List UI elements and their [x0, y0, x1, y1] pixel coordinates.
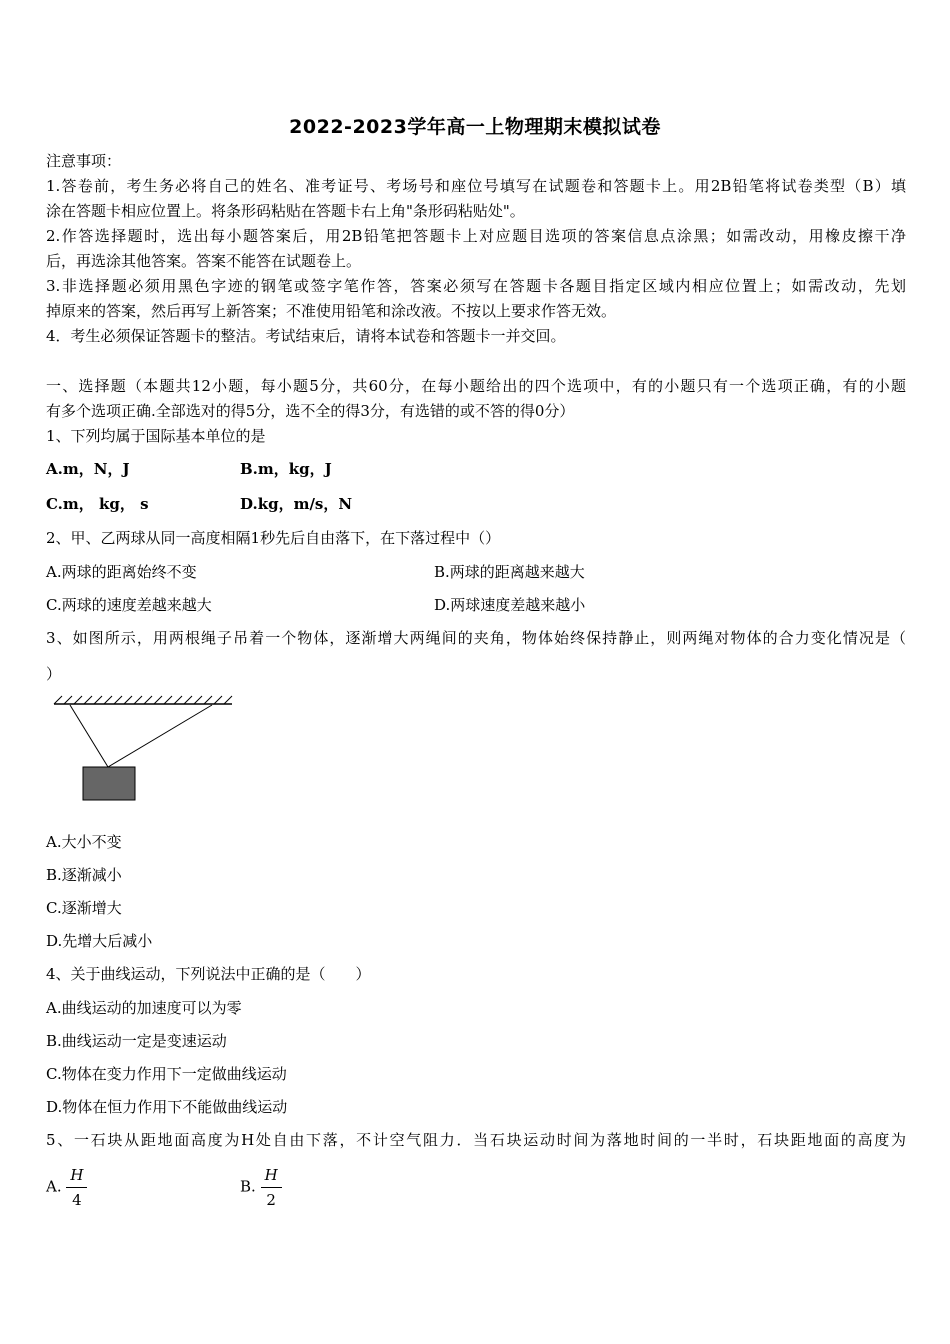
- right-rope: [108, 705, 212, 767]
- option-d: D.两球速度差越来越小: [434, 596, 586, 614]
- option-b: [240, 1164, 282, 1211]
- hanging-block-diagram: [46, 694, 236, 804]
- page-title: 2022-2023学年高一上物理期末模拟试卷: [289, 116, 661, 138]
- option-b: B.两球的距离越来越大: [434, 563, 585, 581]
- option-c: C.两球的速度差越来越大: [46, 596, 212, 614]
- option-b: B.曲线运动一定是变速运动: [46, 1032, 227, 1050]
- option-a: A.m，N，J: [46, 460, 130, 478]
- question-stem: 2、甲、乙两球从同一高度相隔1秒先后自由落下，在下落过程中（）: [46, 529, 501, 547]
- notice-item: 后，再选涂其他答案。答案不能答在试题卷上。: [46, 252, 362, 270]
- section-heading-cont: 有多个选项正确.全部选对的得5分，选不全的得3分，有选错的或不答的得0分）: [46, 402, 575, 420]
- notice-item: 2.作答选择题时，选出每小题答案后，用2B铅笔把答题卡上对应题目选项的答案信息点涂黑；如需改动，用橡皮擦干净: [46, 227, 906, 245]
- fraction-denominator: 4: [72, 1191, 82, 1209]
- fraction-numerator: H: [261, 1164, 282, 1188]
- option-a-label: A.: [46, 1177, 62, 1196]
- left-rope: [70, 705, 108, 767]
- fraction-numerator: H: [66, 1164, 87, 1188]
- option-b: B.m，kg，J: [240, 460, 332, 478]
- option-c: C.逐渐增大: [46, 899, 122, 917]
- notice-heading: 注意事项：: [46, 152, 122, 170]
- option-b: B.逐渐减小: [46, 866, 122, 884]
- question-stem: 1、下列均属于国际基本单位的是: [46, 427, 266, 445]
- option-d: D.kg，m/s，N: [240, 495, 353, 513]
- ceiling-hatching: [54, 696, 232, 704]
- question-stem-cont: ）: [46, 665, 62, 683]
- question-stem: 5、一石块从距地面高度为H处自由下落，不计空气阻力．当石块运动时间为落地时间的一半时，石块距地面的高度为: [46, 1131, 906, 1149]
- option-d: D.先增大后减小: [46, 932, 153, 950]
- notice-item: 涂在答题卡相应位置上。将条形码粘贴在答题卡右上角"条形码粘贴处"。: [46, 202, 525, 220]
- fraction-h-over-2: [261, 1164, 282, 1211]
- option-a: A.两球的距离始终不变: [46, 563, 197, 581]
- hanging-block: [83, 767, 135, 800]
- option-a: A.曲线运动的加速度可以为零: [46, 999, 242, 1017]
- notice-item: 1.答卷前，考生务必将自己的姓名、准考证号、考场号和座位号填写在试题卷和答题卡上。用2B铅笔将试卷类型（B）填: [46, 177, 906, 195]
- option-a: [46, 1164, 87, 1211]
- fraction-denominator: 2: [266, 1191, 276, 1209]
- notice-item: 掉原来的答案，然后再写上新答案；不准使用铅笔和涂改液。不按以上要求作答无效。: [46, 302, 617, 320]
- section-heading: 一、选择题（本题共12小题，每小题5分，共60分，在每小题给出的四个选项中，有的小题只有一个选项正确，有的小题: [46, 377, 906, 395]
- option-c: C.物体在变力作用下一定做曲线运动: [46, 1065, 287, 1083]
- option-d: D.物体在恒力作用下不能做曲线运动: [46, 1098, 288, 1116]
- question-stem: 4、关于曲线运动，下列说法中正确的是（ ）: [46, 965, 371, 983]
- notice-item: 3.非选择题必须用黑色字迹的钢笔或签字笔作答，答案必须写在答题卡各题目指定区域内相应位置上；如需改动，先划: [46, 277, 906, 295]
- option-b-label: B.: [240, 1177, 256, 1196]
- option-c: C.m， kg， s: [46, 495, 149, 513]
- option-a: A.大小不变: [46, 833, 122, 851]
- question-stem: 3、如图所示，用两根绳子吊着一个物体，逐渐增大两绳间的夹角，物体始终保持静止，则两绳对物体的合力变化情况是（: [46, 629, 906, 647]
- fraction-h-over-4: [66, 1164, 87, 1211]
- notice-item: 4．考生必须保证答题卡的整洁。考试结束后，请将本试卷和答题卡一并交回。: [46, 327, 566, 345]
